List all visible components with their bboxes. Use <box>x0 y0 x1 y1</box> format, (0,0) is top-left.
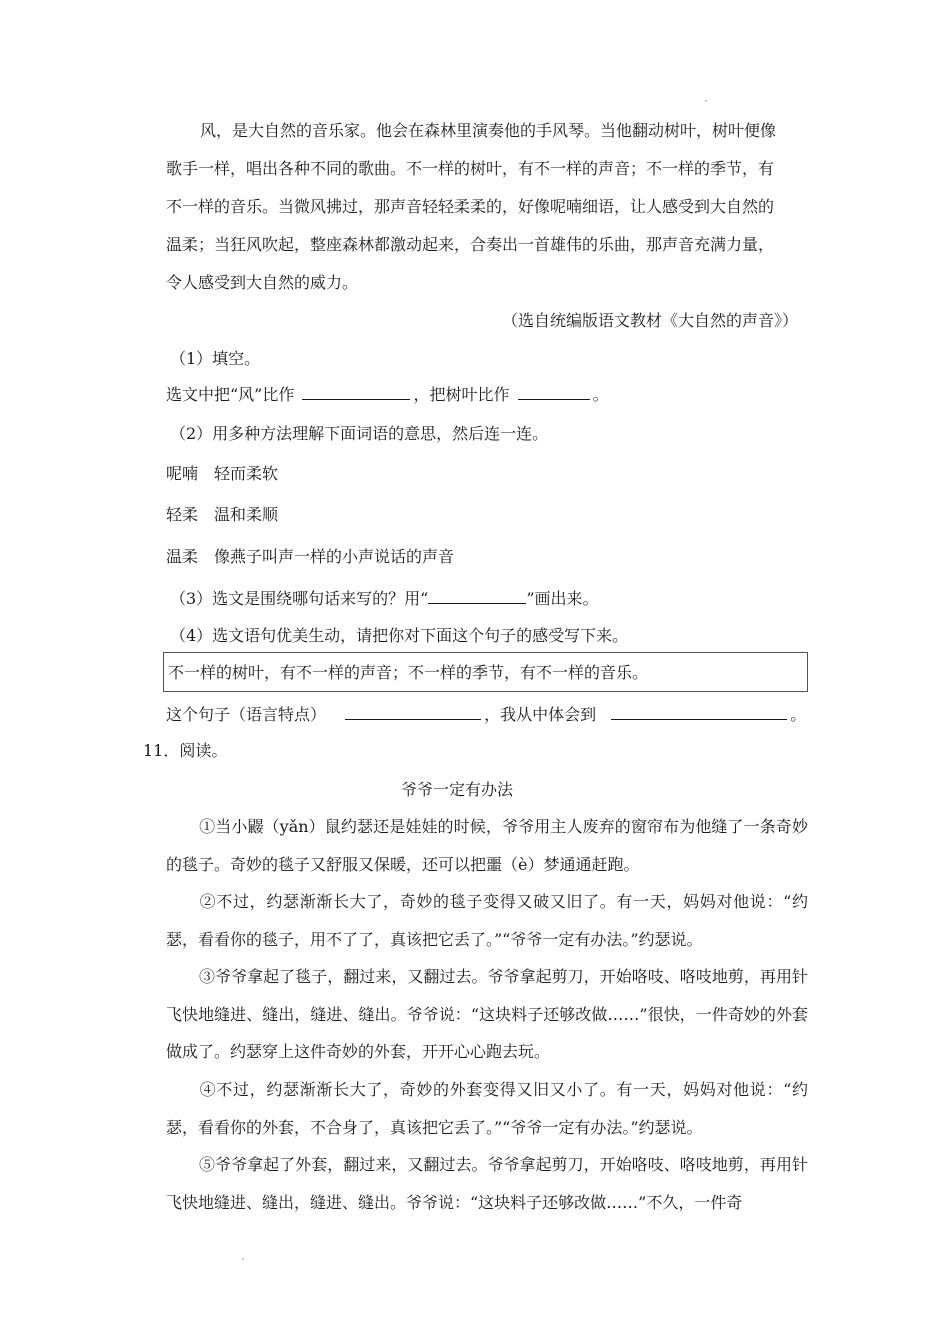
q1-blank-wind[interactable] <box>302 384 410 400</box>
q4-text-b: ，我从中体会到 <box>484 705 597 724</box>
q2-pair-1 <box>166 463 278 485</box>
q11-label: 11．阅读。 <box>143 741 228 760</box>
passage-line-5: 令人感受到大自然的威力。 <box>166 273 359 292</box>
q1-text-c: 。 <box>592 385 609 404</box>
q2-word[interactable]: 呢喃 <box>166 464 199 483</box>
q2-meaning[interactable]: 温和柔顺 <box>214 505 279 524</box>
story-paragraph-2: ②不过，约瑟渐渐长大了，奇妙的毯子变得又破又旧了。有一天，妈妈对他说：“约瑟，看看你的毯子，用不了了，真该把它丢了。”“爷爷一定有办法。”约瑟说。 <box>166 892 808 949</box>
q3-line <box>170 588 599 610</box>
q2-word[interactable]: 温柔 <box>166 547 199 566</box>
passage-line-3: 不一样的音乐。当微风拂过，那声音轻轻柔柔的，好像呢喃细语，让人感受到大自然的 <box>166 197 775 216</box>
scan-speck <box>242 1258 244 1260</box>
story-title: 爷爷一定有办法 <box>401 780 514 799</box>
passage-line-4: 温柔；当狂风吹起，整座森林都激动起来，合奏出一首雄伟的乐曲，那声音充满力量， <box>166 235 775 254</box>
q2-pair-3 <box>166 546 454 568</box>
q4-fill-line <box>166 704 806 726</box>
passage-source: （选自统编版语文教材《大自然的声音》） <box>502 311 799 330</box>
q1-blank-leaf[interactable] <box>518 384 590 400</box>
q3-text-b: ”画出来。 <box>526 589 599 608</box>
q1-text-a: 选文中把“风”比作 <box>166 385 295 404</box>
q4-boxed-sentence: 不一样的树叶，有不一样的声音；不一样的季节，有不一样的音乐。 <box>168 663 649 682</box>
q4-blank-feature[interactable] <box>345 704 481 720</box>
q3-text-a: （3）选文是围绕哪句话来写的？用“ <box>170 589 429 608</box>
q1-fill-line <box>166 384 609 406</box>
story-paragraph-1: ①当小鼹（yǎn）鼠约瑟还是娃娃的时候，爷爷用主人废弃的窗帘布为他缝了一条奇妙的毯子。奇妙的毯子又舒服又保暖，还可以把噩（è）梦通通赶跑。 <box>166 817 808 874</box>
q2-word[interactable]: 轻柔 <box>166 505 199 524</box>
q1-title: （1）填空。 <box>170 349 261 368</box>
passage-line-2: 歌手一样，唱出各种不同的歌曲。不一样的树叶，有不一样的声音；不一样的季节，有 <box>166 159 775 178</box>
q2-title: （2）用多种方法理解下面词语的意思，然后连一连。 <box>170 424 549 443</box>
story-paragraph-4: ④不过，约瑟渐渐长大了，奇妙的外套变得又旧又小了。有一天，妈妈对他说：“约瑟，看看你的外套，不合身了，真该把它丢了。”“爷爷一定有办法。”约瑟说。 <box>166 1080 808 1137</box>
q4-text-c: 。 <box>790 705 807 724</box>
q4-text-a: 这个句子（语言特点） <box>166 705 327 724</box>
q2-meaning[interactable]: 像燕子叫声一样的小声说话的声音 <box>214 547 455 566</box>
q4-sentence-box <box>163 652 808 692</box>
q2-pair-2 <box>166 504 278 526</box>
story-paragraph-5: ⑤爷爷拿起了外套，翻过来，又翻过去。爷爷拿起剪刀，开始咯吱、咯吱地剪，再用针飞快地缝进、缝出，缝进、缝出。爷爷说：“这块料子还够改做……”不久，一件奇 <box>166 1155 808 1212</box>
passage-line-1: 风，是大自然的音乐家。他会在森林里演奏他的手风琴。当他翻动树叶，树叶便像 <box>200 121 777 140</box>
q2-meaning[interactable]: 轻而柔软 <box>214 464 279 483</box>
q3-underline-sample <box>428 588 526 604</box>
scan-speck <box>705 100 707 102</box>
q4-title: （4）选文语句优美生动，请把你对下面这个句子的感受写下来。 <box>170 626 629 645</box>
story-paragraph-3: ③爷爷拿起了毯子，翻过来，又翻过去。爷爷拿起剪刀，开始咯吱、咯吱地剪，再用针飞快地缝进、缝出，缝进、缝出。爷爷说：“这块料子还够改做……”很快，一件奇妙的外套做成了。约瑟穿上这件奇妙的外套，开开心心跑去玩。 <box>166 967 808 1061</box>
q4-blank-feeling[interactable] <box>611 704 787 720</box>
q1-text-b: ，把树叶比作 <box>413 385 510 404</box>
